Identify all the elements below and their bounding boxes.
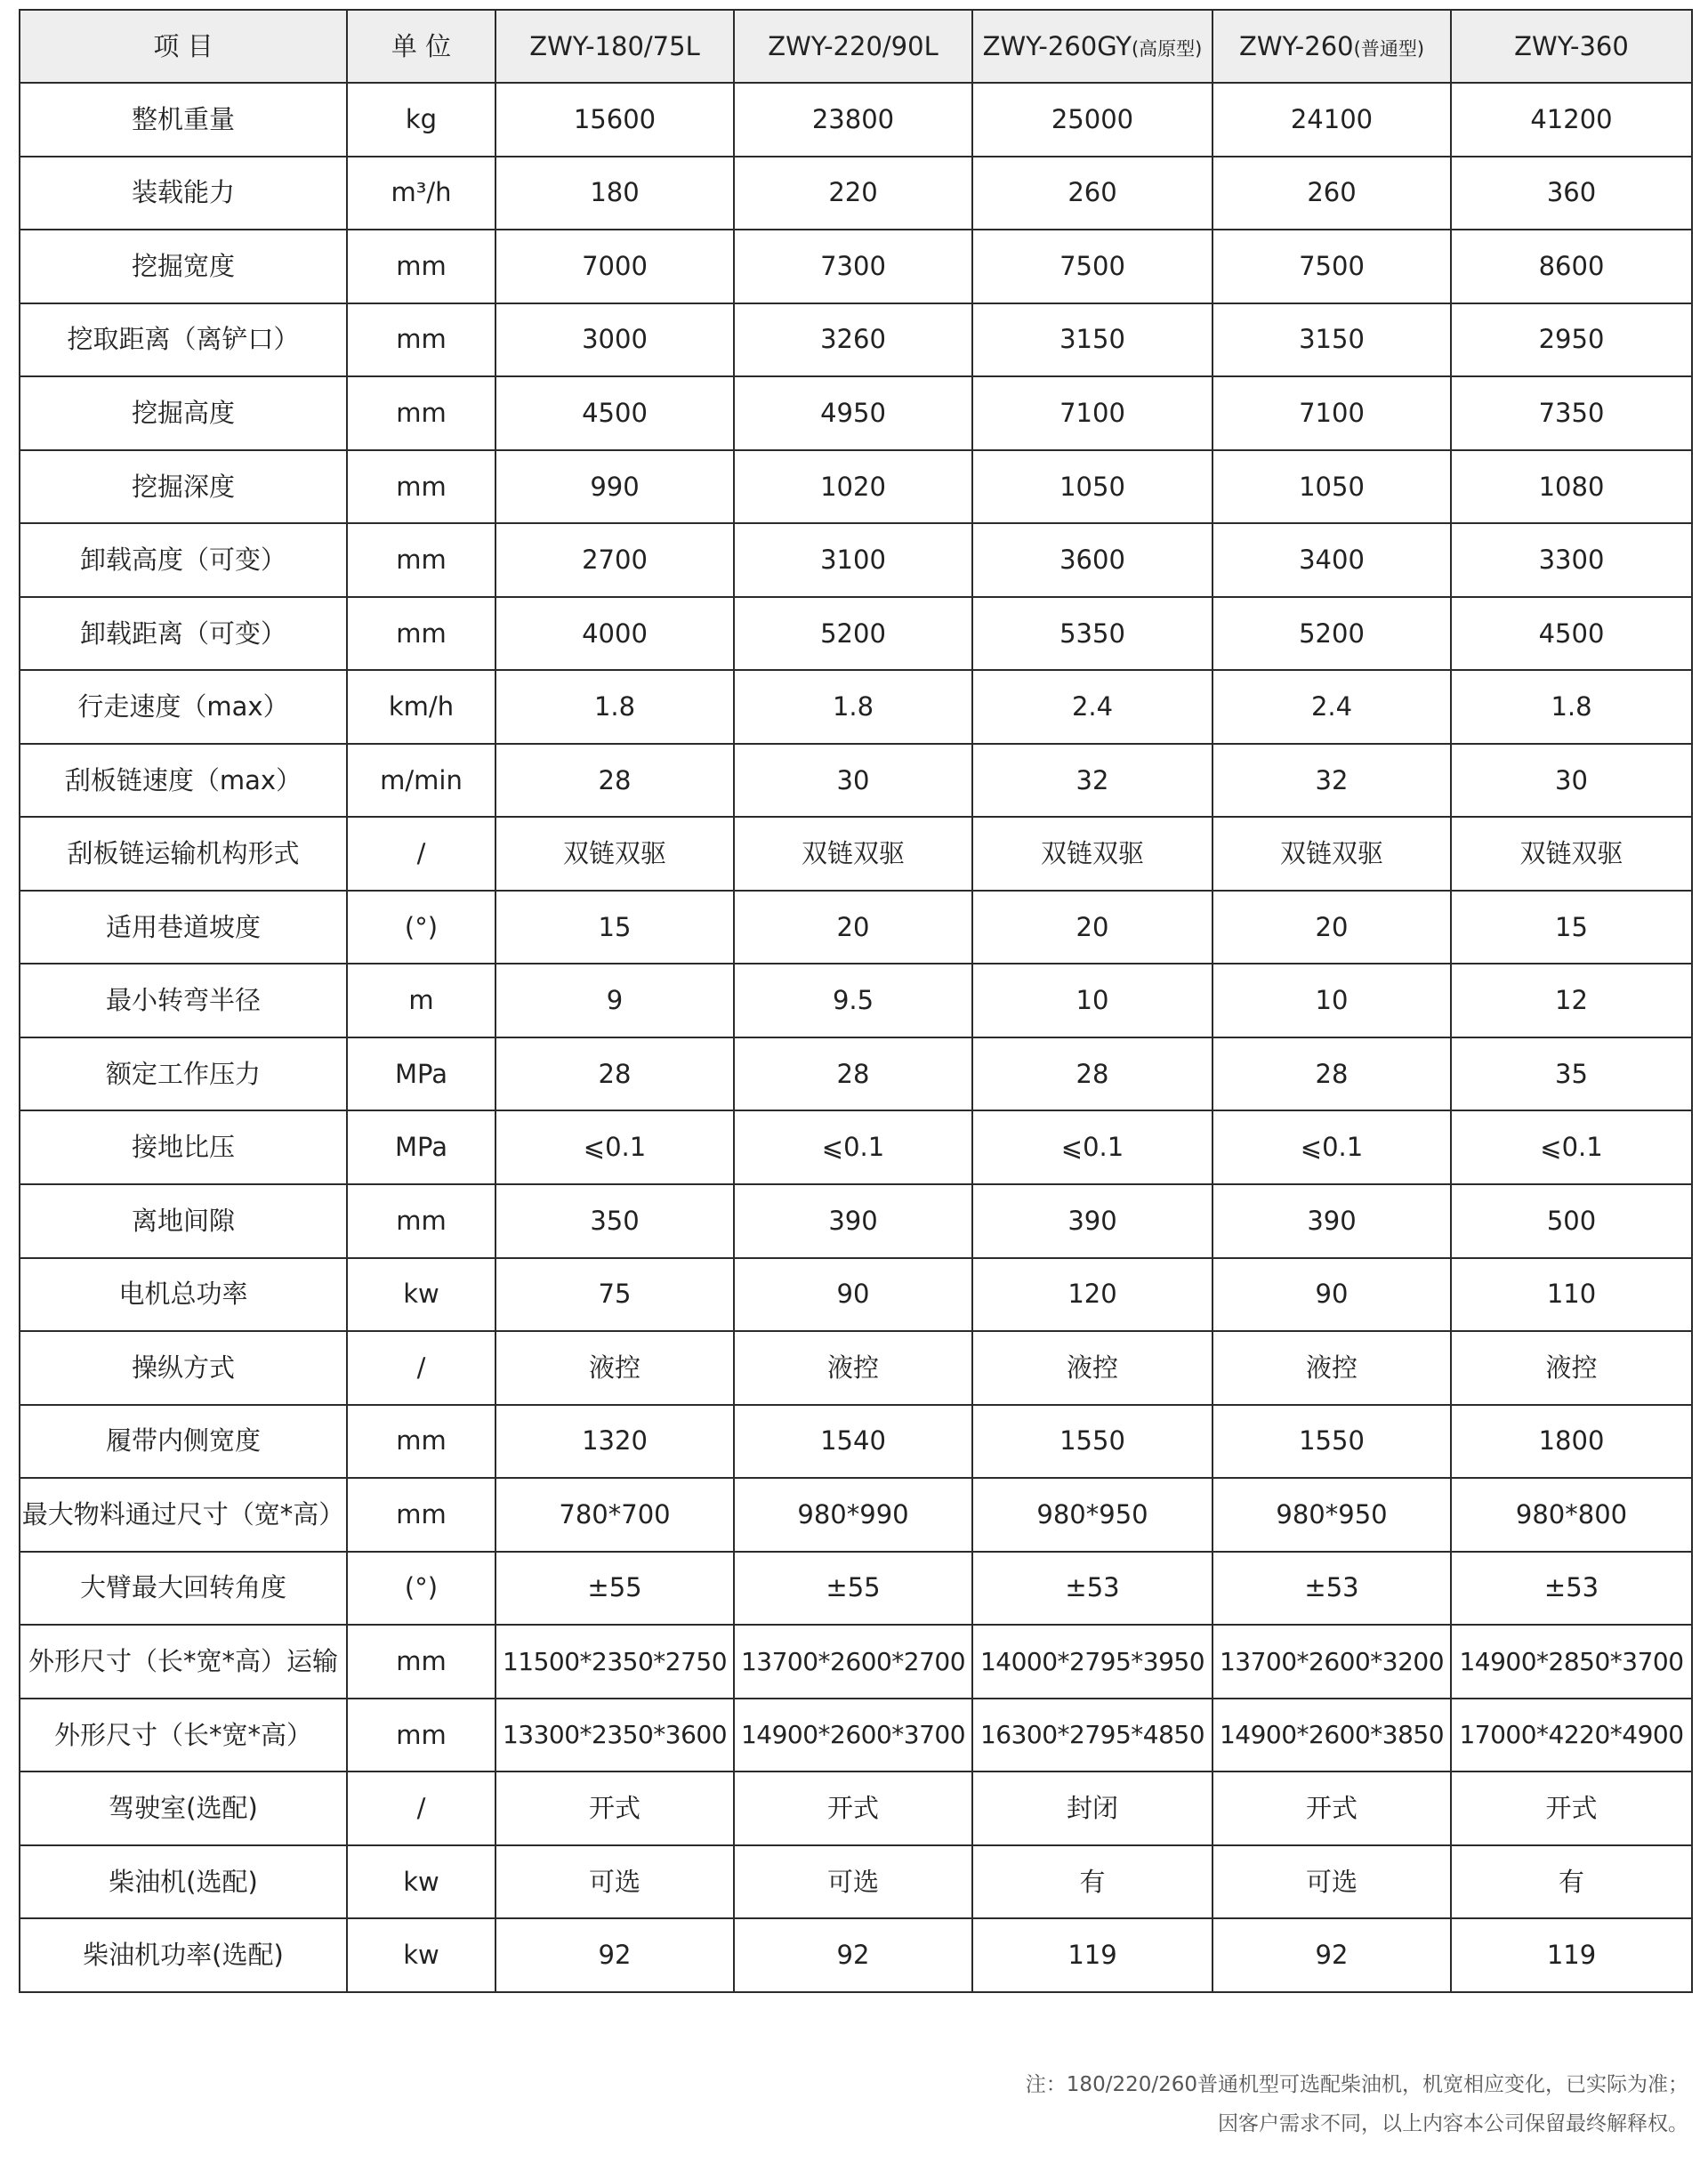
- value-cell: 封闭: [972, 1772, 1213, 1845]
- unit-cell: mm: [347, 376, 495, 450]
- value-cell: 1.8: [734, 670, 972, 744]
- table-row: [20, 1405, 1692, 1479]
- value-cell: 119: [972, 1918, 1213, 1992]
- value-cell: ⩽0.1: [734, 1110, 972, 1184]
- unit-cell: kw: [347, 1845, 495, 1919]
- value-cell: 990: [495, 450, 734, 524]
- value-cell: 9: [495, 964, 734, 1037]
- value-cell: 15: [1451, 891, 1692, 964]
- unit-cell: mm: [347, 303, 495, 377]
- table-row: [20, 83, 1692, 157]
- value-cell: 4950: [734, 376, 972, 450]
- unit-cell: mm: [347, 1625, 495, 1699]
- value-cell: 7500: [1213, 230, 1451, 303]
- value-cell: 3400: [1213, 523, 1451, 597]
- header-label-suffix: (普通型): [1353, 37, 1425, 60]
- value-cell: 2.4: [972, 670, 1213, 744]
- value-cell: 28: [495, 744, 734, 818]
- header-label: ZWY-220/90L: [768, 30, 939, 61]
- value-cell: 32: [1213, 744, 1451, 818]
- value-cell: 32: [972, 744, 1213, 818]
- value-cell: 23800: [734, 83, 972, 157]
- value-cell: 液控: [495, 1331, 734, 1405]
- value-cell: 5200: [734, 597, 972, 671]
- row-label: 接地比压: [20, 1110, 347, 1184]
- table-row: [20, 597, 1692, 671]
- row-label: 履带内侧宽度: [20, 1405, 347, 1479]
- footnote-line-2: 因客户需求不同，以上内容本公司保留最终解释权。: [1218, 2112, 1688, 2135]
- value-cell: 3300: [1451, 523, 1692, 597]
- table-row: [20, 376, 1692, 450]
- unit-cell: mm: [347, 1699, 495, 1772]
- value-cell: ⩽0.1: [495, 1110, 734, 1184]
- header-unit: [347, 10, 495, 83]
- table-row: [20, 1258, 1692, 1332]
- table-row: [20, 1918, 1692, 1992]
- value-cell: 有: [972, 1845, 1213, 1919]
- value-cell: 16300*2795*4850: [972, 1699, 1213, 1772]
- unit-cell: mm: [347, 1184, 495, 1258]
- row-label: 柴油机功率(选配): [20, 1918, 347, 1992]
- unit-cell: mm: [347, 1478, 495, 1552]
- value-cell: 3150: [1213, 303, 1451, 377]
- value-cell: 3000: [495, 303, 734, 377]
- value-cell: 980*950: [1213, 1478, 1451, 1552]
- value-cell: 28: [734, 1037, 972, 1111]
- value-cell: 90: [1213, 1258, 1451, 1332]
- value-cell: 13700*2600*2700: [734, 1625, 972, 1699]
- header-item: [20, 10, 347, 83]
- table-row: [20, 1110, 1692, 1184]
- value-cell: 有: [1451, 1845, 1692, 1919]
- table-row: [20, 157, 1692, 230]
- value-cell: 双链双驱: [972, 817, 1213, 891]
- value-cell: 30: [1451, 744, 1692, 818]
- value-cell: 可选: [734, 1845, 972, 1919]
- value-cell: 1080: [1451, 450, 1692, 524]
- value-cell: 980*990: [734, 1478, 972, 1552]
- value-cell: 双链双驱: [495, 817, 734, 891]
- table-row: [20, 450, 1692, 524]
- spec-table: [19, 9, 1693, 1993]
- unit-cell: kw: [347, 1918, 495, 1992]
- value-cell: 5200: [1213, 597, 1451, 671]
- table-row: [20, 670, 1692, 744]
- header-model-3: [972, 10, 1213, 83]
- unit-cell: kw: [347, 1258, 495, 1332]
- value-cell: 35: [1451, 1037, 1692, 1111]
- value-cell: 2950: [1451, 303, 1692, 377]
- unit-cell: MPa: [347, 1110, 495, 1184]
- value-cell: 1020: [734, 450, 972, 524]
- value-cell: 4500: [495, 376, 734, 450]
- value-cell: 25000: [972, 83, 1213, 157]
- value-cell: 14900*2600*3700: [734, 1699, 972, 1772]
- unit-cell: mm: [347, 230, 495, 303]
- value-cell: 350: [495, 1184, 734, 1258]
- value-cell: 7500: [972, 230, 1213, 303]
- value-cell: ⩽0.1: [972, 1110, 1213, 1184]
- value-cell: 1320: [495, 1405, 734, 1479]
- header-model-5: [1451, 10, 1692, 83]
- value-cell: ±53: [972, 1552, 1213, 1626]
- header-label: ZWY-180/75L: [529, 30, 700, 61]
- value-cell: ⩽0.1: [1451, 1110, 1692, 1184]
- value-cell: 15600: [495, 83, 734, 157]
- value-cell: 20: [1213, 891, 1451, 964]
- row-label: 挖掘深度: [20, 450, 347, 524]
- value-cell: 开式: [1451, 1772, 1692, 1845]
- value-cell: 3260: [734, 303, 972, 377]
- value-cell: 260: [972, 157, 1213, 230]
- value-cell: 980*800: [1451, 1478, 1692, 1552]
- value-cell: 7350: [1451, 376, 1692, 450]
- value-cell: 260: [1213, 157, 1451, 230]
- value-cell: 4000: [495, 597, 734, 671]
- value-cell: 5350: [972, 597, 1213, 671]
- value-cell: 双链双驱: [1213, 817, 1451, 891]
- table-row: [20, 1552, 1692, 1626]
- value-cell: 119: [1451, 1918, 1692, 1992]
- value-cell: 92: [734, 1918, 972, 1992]
- header-label: ZWY-360: [1514, 30, 1629, 61]
- value-cell: 28: [972, 1037, 1213, 1111]
- table-row: [20, 303, 1692, 377]
- table-row: [20, 1845, 1692, 1919]
- value-cell: 10: [972, 964, 1213, 1037]
- header-model-4: [1213, 10, 1451, 83]
- row-label: 外形尺寸（长*宽*高）运输: [20, 1625, 347, 1699]
- value-cell: 液控: [1451, 1331, 1692, 1405]
- value-cell: 可选: [1213, 1845, 1451, 1919]
- value-cell: 30: [734, 744, 972, 818]
- row-label: 离地间隙: [20, 1184, 347, 1258]
- value-cell: 1540: [734, 1405, 972, 1479]
- row-label: 额定工作压力: [20, 1037, 347, 1111]
- value-cell: 13300*2350*3600: [495, 1699, 734, 1772]
- value-cell: 3600: [972, 523, 1213, 597]
- value-cell: 20: [734, 891, 972, 964]
- row-label: 行走速度（max）: [20, 670, 347, 744]
- unit-cell: /: [347, 1331, 495, 1405]
- value-cell: 20: [972, 891, 1213, 964]
- header-label-suffix: (高原型): [1131, 37, 1203, 60]
- header-label: ZWY-260GY: [982, 30, 1132, 61]
- value-cell: 开式: [495, 1772, 734, 1845]
- value-cell: 90: [734, 1258, 972, 1332]
- header-label: 项 目: [153, 30, 214, 61]
- row-label: 电机总功率: [20, 1258, 347, 1332]
- value-cell: 92: [495, 1918, 734, 1992]
- unit-cell: m: [347, 964, 495, 1037]
- value-cell: 1800: [1451, 1405, 1692, 1479]
- value-cell: 开式: [1213, 1772, 1451, 1845]
- header-model-2: [734, 10, 972, 83]
- value-cell: 92: [1213, 1918, 1451, 1992]
- value-cell: 15: [495, 891, 734, 964]
- table-row: [20, 1699, 1692, 1772]
- value-cell: 2.4: [1213, 670, 1451, 744]
- value-cell: 500: [1451, 1184, 1692, 1258]
- value-cell: 780*700: [495, 1478, 734, 1552]
- row-label: 装载能力: [20, 157, 347, 230]
- value-cell: 1550: [972, 1405, 1213, 1479]
- row-label: 刮板链速度（max）: [20, 744, 347, 818]
- value-cell: ±53: [1451, 1552, 1692, 1626]
- value-cell: 10: [1213, 964, 1451, 1037]
- row-label: 适用巷道坡度: [20, 891, 347, 964]
- row-label: 卸载高度（可变）: [20, 523, 347, 597]
- table-row: [20, 1478, 1692, 1552]
- value-cell: 75: [495, 1258, 734, 1332]
- value-cell: ±53: [1213, 1552, 1451, 1626]
- row-label: 大臂最大回转角度: [20, 1552, 347, 1626]
- value-cell: ±55: [734, 1552, 972, 1626]
- unit-cell: m/min: [347, 744, 495, 818]
- value-cell: 1.8: [1451, 670, 1692, 744]
- value-cell: 9.5: [734, 964, 972, 1037]
- unit-cell: kg: [347, 83, 495, 157]
- table-row: [20, 1625, 1692, 1699]
- value-cell: 1050: [972, 450, 1213, 524]
- table-row: [20, 1037, 1692, 1111]
- value-cell: 4500: [1451, 597, 1692, 671]
- value-cell: 1050: [1213, 450, 1451, 524]
- value-cell: 12: [1451, 964, 1692, 1037]
- unit-cell: m³/h: [347, 157, 495, 230]
- value-cell: 28: [1213, 1037, 1451, 1111]
- row-label: 刮板链运输机构形式: [20, 817, 347, 891]
- header-model-1: [495, 10, 734, 83]
- value-cell: 11500*2350*2750: [495, 1625, 734, 1699]
- value-cell: 双链双驱: [1451, 817, 1692, 891]
- value-cell: 液控: [972, 1331, 1213, 1405]
- value-cell: 液控: [1213, 1331, 1451, 1405]
- value-cell: 180: [495, 157, 734, 230]
- unit-cell: mm: [347, 450, 495, 524]
- value-cell: 390: [972, 1184, 1213, 1258]
- value-cell: 1550: [1213, 1405, 1451, 1479]
- unit-cell: (°): [347, 1552, 495, 1626]
- value-cell: 28: [495, 1037, 734, 1111]
- row-label: 最小转弯半径: [20, 964, 347, 1037]
- value-cell: 双链双驱: [734, 817, 972, 891]
- row-label: 驾驶室(选配): [20, 1772, 347, 1845]
- table-row: [20, 817, 1692, 891]
- row-label: 整机重量: [20, 83, 347, 157]
- value-cell: 14000*2795*3950: [972, 1625, 1213, 1699]
- table-row: [20, 1331, 1692, 1405]
- row-label: 柴油机(选配): [20, 1845, 347, 1919]
- footnote-line-1: 注：180/220/260普通机型可选配柴油机，机宽相应变化，已实际为准；: [1025, 2073, 1688, 2096]
- value-cell: 390: [1213, 1184, 1451, 1258]
- table-row: [20, 1184, 1692, 1258]
- unit-cell: MPa: [347, 1037, 495, 1111]
- value-cell: 2700: [495, 523, 734, 597]
- value-cell: 液控: [734, 1331, 972, 1405]
- value-cell: 7000: [495, 230, 734, 303]
- table-header-row: [20, 10, 1692, 83]
- value-cell: 3100: [734, 523, 972, 597]
- value-cell: 7100: [1213, 376, 1451, 450]
- value-cell: 360: [1451, 157, 1692, 230]
- unit-cell: mm: [347, 1405, 495, 1479]
- row-label: 挖掘高度: [20, 376, 347, 450]
- value-cell: 41200: [1451, 83, 1692, 157]
- row-label: 操纵方式: [20, 1331, 347, 1405]
- value-cell: 980*950: [972, 1478, 1213, 1552]
- value-cell: 7100: [972, 376, 1213, 450]
- row-label: 最大物料通过尺寸（宽*高）: [20, 1478, 347, 1552]
- value-cell: 8600: [1451, 230, 1692, 303]
- value-cell: 7300: [734, 230, 972, 303]
- row-label: 外形尺寸（长*宽*高）: [20, 1699, 347, 1772]
- value-cell: 110: [1451, 1258, 1692, 1332]
- value-cell: 220: [734, 157, 972, 230]
- value-cell: 开式: [734, 1772, 972, 1845]
- table-row: [20, 230, 1692, 303]
- value-cell: 14900*2600*3850: [1213, 1699, 1451, 1772]
- value-cell: 可选: [495, 1845, 734, 1919]
- header-label: 单 位: [391, 30, 452, 61]
- value-cell: 1.8: [495, 670, 734, 744]
- table-row: [20, 523, 1692, 597]
- row-label: 挖掘宽度: [20, 230, 347, 303]
- row-label: 挖取距离（离铲口）: [20, 303, 347, 377]
- table-row: [20, 744, 1692, 818]
- value-cell: ±55: [495, 1552, 734, 1626]
- unit-cell: mm: [347, 523, 495, 597]
- value-cell: 120: [972, 1258, 1213, 1332]
- unit-cell: mm: [347, 597, 495, 671]
- header-label: ZWY-260: [1238, 30, 1354, 61]
- unit-cell: /: [347, 817, 495, 891]
- value-cell: 3150: [972, 303, 1213, 377]
- value-cell: ⩽0.1: [1213, 1110, 1451, 1184]
- unit-cell: /: [347, 1772, 495, 1845]
- unit-cell: (°): [347, 891, 495, 964]
- table-row: [20, 891, 1692, 964]
- value-cell: 14900*2850*3700: [1451, 1625, 1692, 1699]
- value-cell: 390: [734, 1184, 972, 1258]
- table-row: [20, 964, 1692, 1037]
- value-cell: 24100: [1213, 83, 1451, 157]
- table-row: [20, 1772, 1692, 1845]
- row-label: 卸载距离（可变）: [20, 597, 347, 671]
- value-cell: 13700*2600*3200: [1213, 1625, 1451, 1699]
- value-cell: 17000*4220*4900: [1451, 1699, 1692, 1772]
- unit-cell: km/h: [347, 670, 495, 744]
